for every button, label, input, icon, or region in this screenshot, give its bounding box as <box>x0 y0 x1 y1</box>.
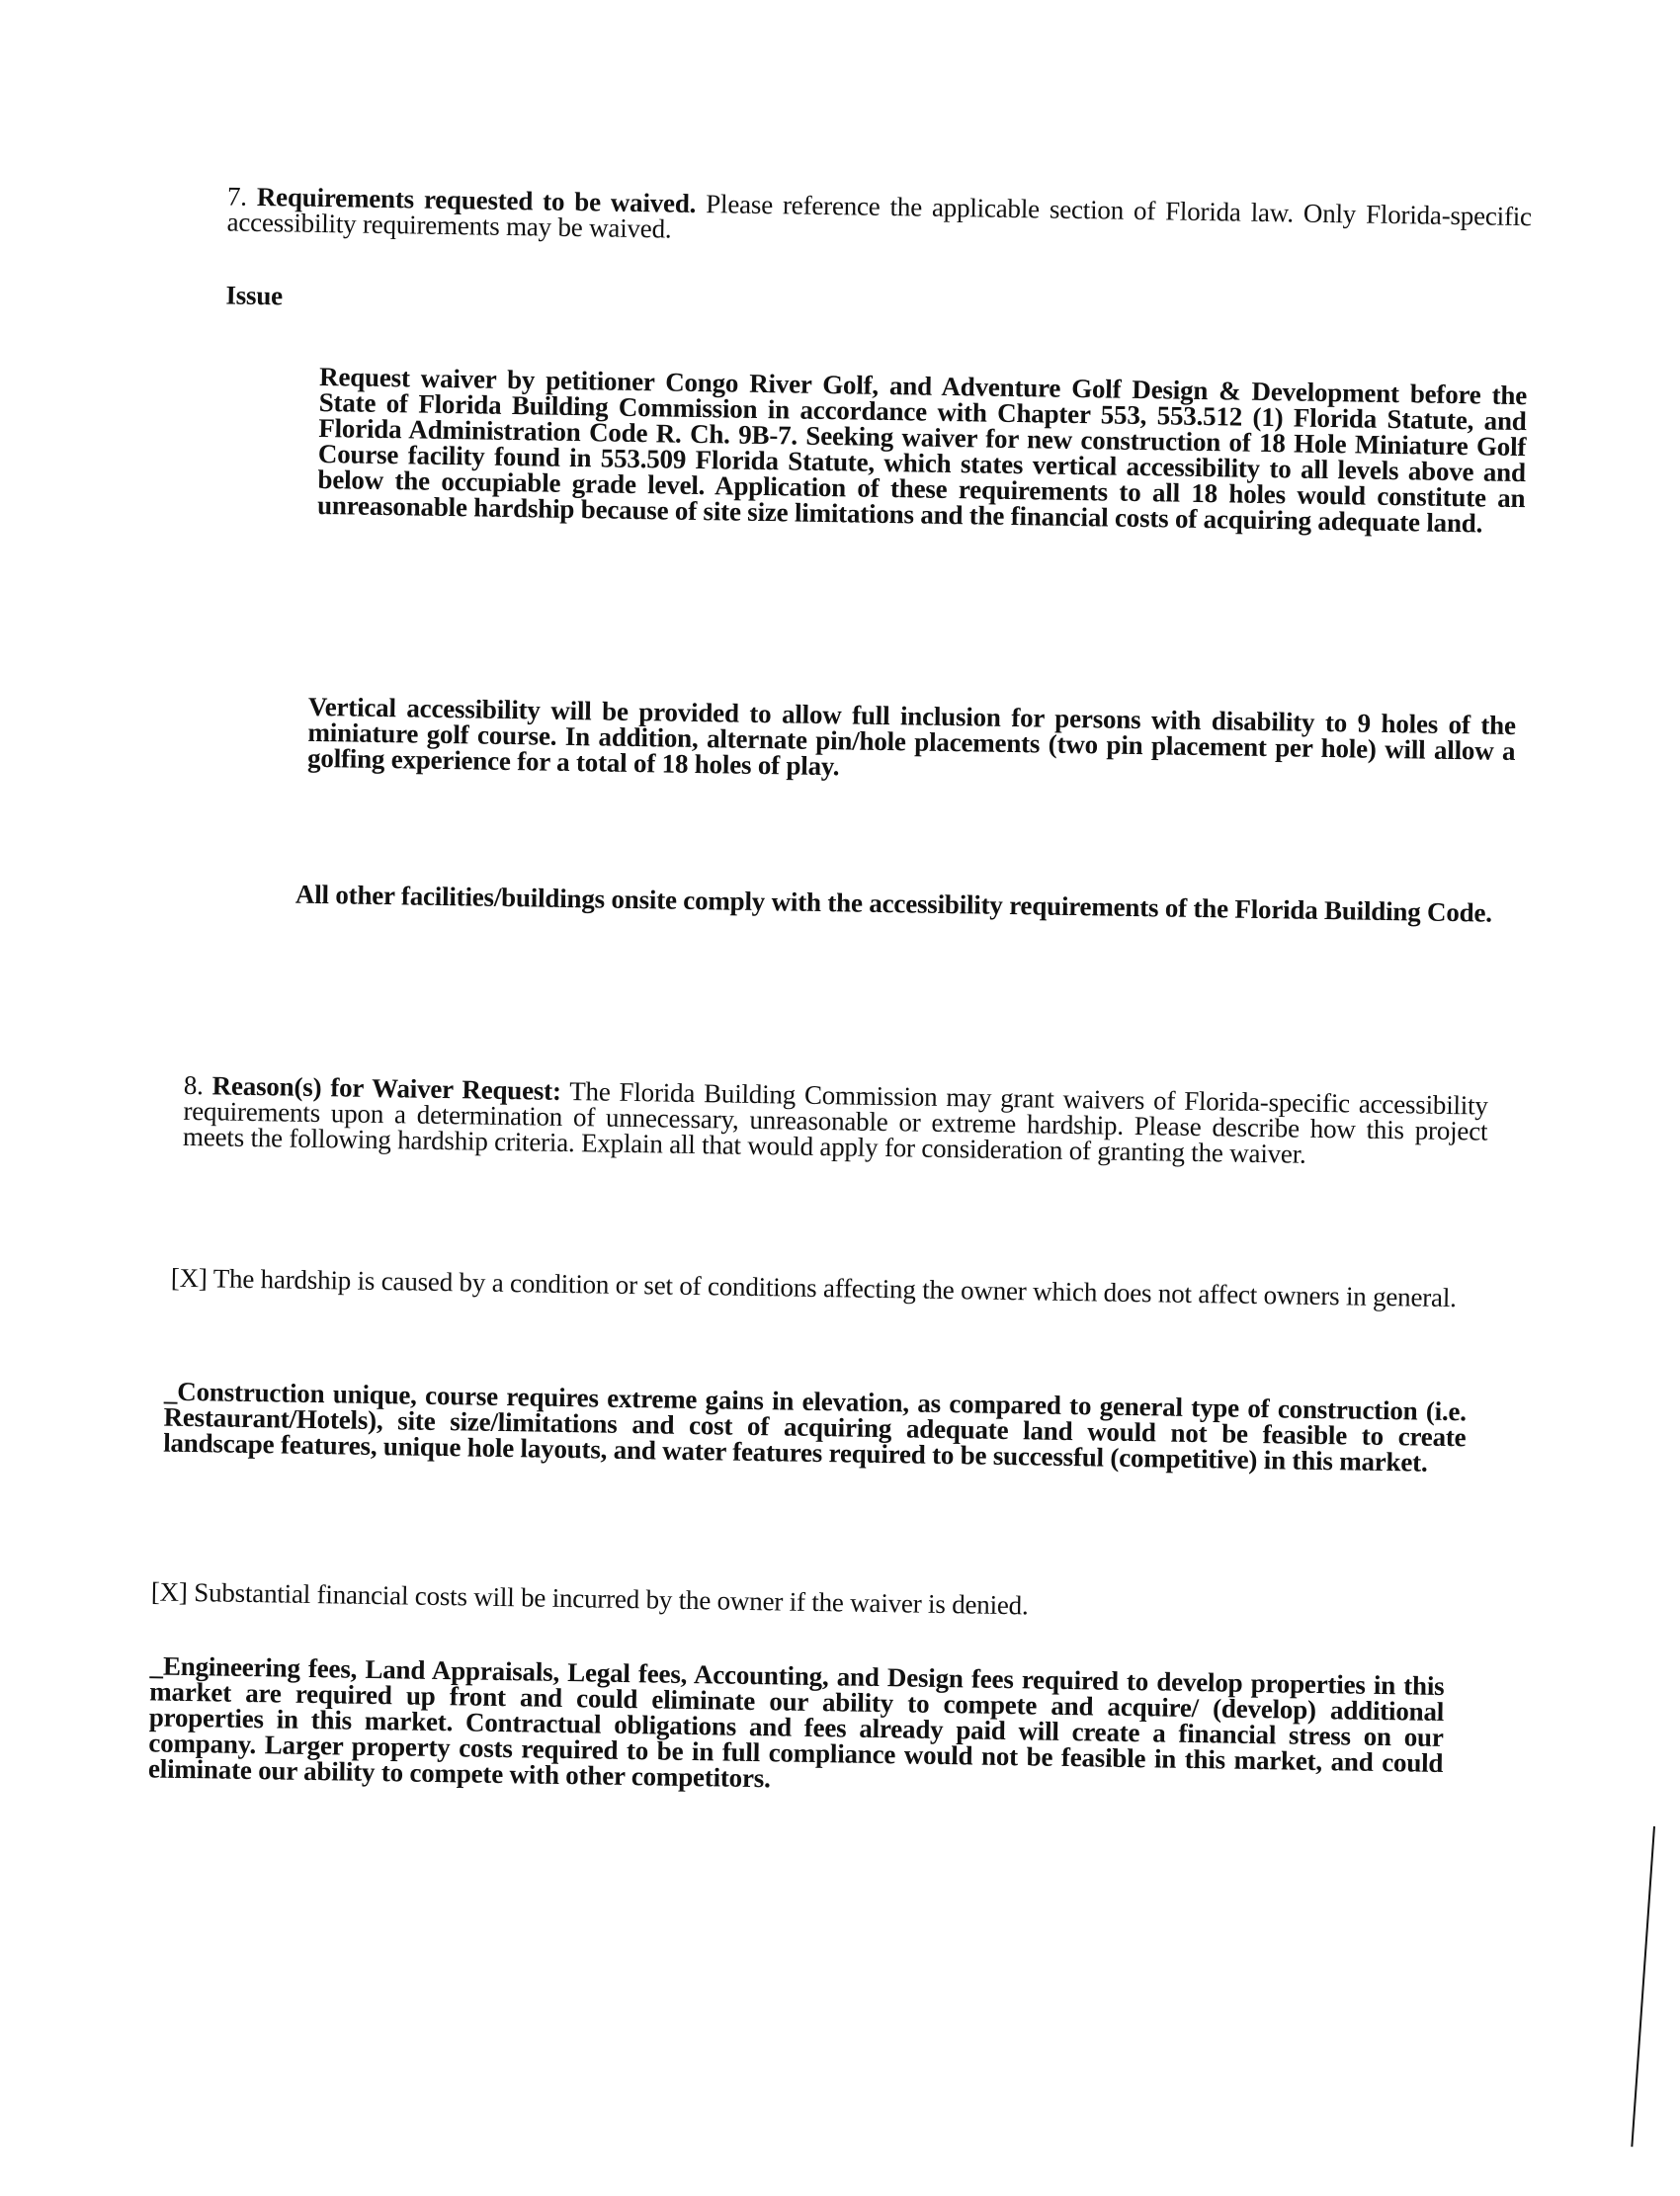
issue-paragraph-vertical-accessibility: Vertical accessibility will be provided to allow full inclusion for persons with disability to 9 holes of the miniature golf course. In addition, alternate pin/hole placements (two pin placement per hole) will allow a golfing experience for a total of 18 holes of play. <box>306 691 1517 782</box>
issue-paragraph-request: Request waiver by petitioner Congo River Golf, and Adventure Golf Design & Development before the State of Florida Building Commission in accordance with Chapter 553, 553.512 (1) Florida Statute, and Florida Administration Code R. Ch. 9B-7. Seeking waiver for new construction of 18 Hole Miniature Golf Course facility found in 553.509 Florida Statute, which states vertical accessibility to all levels above and below the occupiable grade level. Application of these requirements to all 18 holes would constitute an unreasonable hardship because of site size limitations and the financial costs of acquiring adequate land. <box>316 361 1528 539</box>
section-7 <box>226 183 1532 255</box>
criterion-2-checkbox: [X] <box>150 1576 188 1608</box>
section-7-number: 7. <box>226 181 248 211</box>
criterion-1 <box>170 1262 1475 1313</box>
criterion-2-response: _Engineering fees, Land Appraisals, Legal fees, Accounting, and Design fees required to develop properties in this market are required up front and could eliminate our ability to compete and acquire/ (develop) additional properties in this market. Contractual obligations and fees already paid will create a financial stress on our company. Larger property costs required to be in full compliance would not be feasible in this market, and could eliminate our ability to compete with other competitors. <box>147 1650 1445 1794</box>
criterion-1-text: The hardship is caused by a condition or set of conditions affecting the owner which does not affect owners in general. <box>212 1263 1457 1313</box>
criterion-1-response: _Construction unique, course requires extreme gains in elevation, as compared to general type of construction (i.e. Restaurant/Hotels), site size/limitations and cost of acquiring adequate land would not be feasible to create landscape features, unique hole layouts, and water features required to be successful (competitive) in this market. <box>162 1376 1468 1478</box>
section-8-instructions: The Florida Building Commission may grant waivers of Florida-specific accessibility requirements upon a determination of unnecessary, unreasonable or extreme hardship. Please describe how this project meets the following hardship criteria. Explain all that would apply for consideration of granting the waiver. <box>182 1076 1488 1169</box>
section-7-heading: Requirements requested to be waived. <box>256 181 697 218</box>
section-7-instructions: Please reference the applicable section of Florida law. Only Florida-specific accessibility requirements may be waived. <box>226 189 1533 244</box>
section-8 <box>182 1069 1488 1170</box>
criterion-1-checkbox: [X] <box>170 1262 208 1294</box>
issue-label: Issue <box>225 280 284 311</box>
issue-paragraph-other-facilities: All other facilities/buildings onsite comply with the accessibility requirements of the Florida Building Code. <box>294 879 1493 928</box>
section-8-heading: Reason(s) for Waiver Request: <box>211 1070 562 1106</box>
criterion-2 <box>151 1578 1456 1625</box>
criterion-2-text: Substantial financial costs will be incurred by the owner if the waiver is denied. <box>194 1577 1029 1621</box>
section-8-number: 8. <box>183 1069 204 1101</box>
